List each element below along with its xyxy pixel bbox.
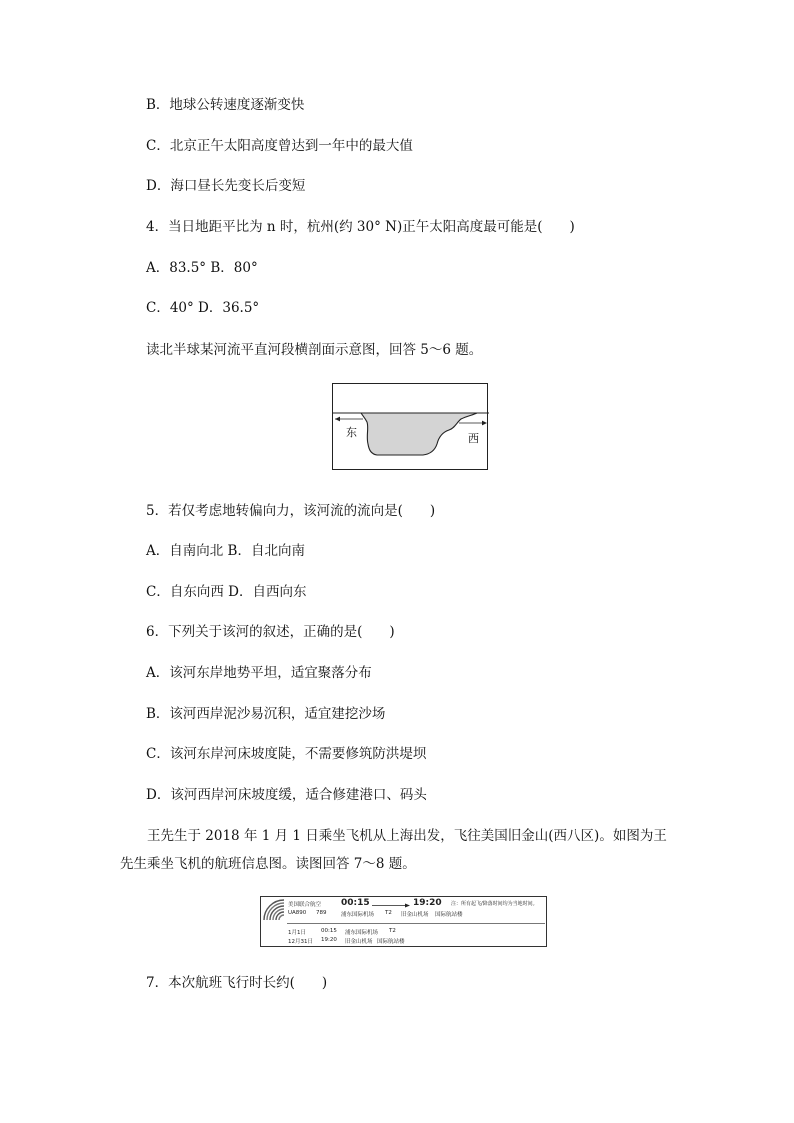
question-4: 4．当日地距平比为 n 时，杭州(约 30° N)正午太阳高度最可能是( ) (146, 219, 575, 235)
time-note: 注：所有起飞/降落时间均为当地时间。 (451, 901, 538, 907)
q3-option-b: B．地球公转速度逐渐变快 (146, 97, 305, 113)
flight-arrow-icon (372, 903, 410, 908)
q6-option-d: D．该河西岸河床坡度缓，适合修建港口、码头 (146, 787, 427, 803)
q5-options-ab: A．自南向北 B．自北向南 (146, 543, 305, 559)
row1-airport: 浦东国际机场 (345, 930, 379, 936)
q6-option-b: B．该河西岸泥沙易沉积，适宜建挖沙场 (146, 706, 386, 722)
q3-option-c: C．北京正午太阳高度曾达到一年中的最大值 (146, 138, 413, 154)
row2-time: 19:20 (321, 937, 337, 943)
arrive-airport: 旧金山机场 (401, 912, 429, 918)
aircraft-type: 789 (316, 910, 327, 916)
depart-terminal: T2 (385, 910, 392, 916)
q5-options-cd: C．自东向西 D．自西向东 (146, 584, 307, 600)
q4-options-cd: C．40° D．36.5° (146, 300, 260, 316)
river-cross-section-figure (332, 383, 488, 470)
row1-date: 1月1日 (288, 930, 306, 936)
airline-name: 美国联合航空 (288, 902, 322, 908)
intro-7-8: 王先生于 2018 年 1 月 1 日乘坐飞机从上海出发，飞往美国旧金山(西八区)。如图为王先生乘坐飞机的航班信息图。读图回答 7～8 题。 (120, 828, 667, 872)
arrive-time: 19:20 (413, 898, 442, 908)
row2-airport: 旧金山机场 (345, 939, 373, 945)
depart-airport: 浦东国际机场 (341, 912, 375, 918)
flight-number: UA890 (288, 910, 307, 916)
row1-time: 00:15 (321, 928, 337, 934)
row2-date: 12月31日 (288, 939, 313, 945)
airline-logo-icon (263, 899, 285, 921)
q3-option-d: D．海口昼长先变长后变短 (146, 178, 306, 194)
divider (287, 923, 545, 924)
question-5: 5．若仅考虑地转偏向力，该河流的流向是( ) (146, 503, 436, 519)
depart-time: 00:15 (341, 898, 370, 908)
question-7: 7．本次航班飞行时长约( ) (146, 975, 328, 991)
flight-info-figure (260, 896, 547, 947)
row1-terminal: T2 (389, 928, 396, 934)
arrive-terminal: 国际航站楼 (435, 912, 463, 918)
question-6: 6．下列关于该河的叙述，正确的是( ) (146, 624, 395, 640)
q6-option-a: A．该河东岸地势平坦，适宜聚落分布 (146, 665, 372, 681)
row2-terminal: 国际航站楼 (377, 939, 405, 945)
intro-5-6: 读北半球某河流平直河段横剖面示意图，回答 5～6 题。 (146, 342, 483, 358)
q6-option-c: C．该河东岸河床坡度陡，不需要修筑防洪堤坝 (146, 746, 427, 762)
east-label: 东 (346, 426, 357, 439)
west-label: 西 (468, 432, 479, 445)
q4-options-ab: A．83.5° B．80° (146, 260, 258, 276)
